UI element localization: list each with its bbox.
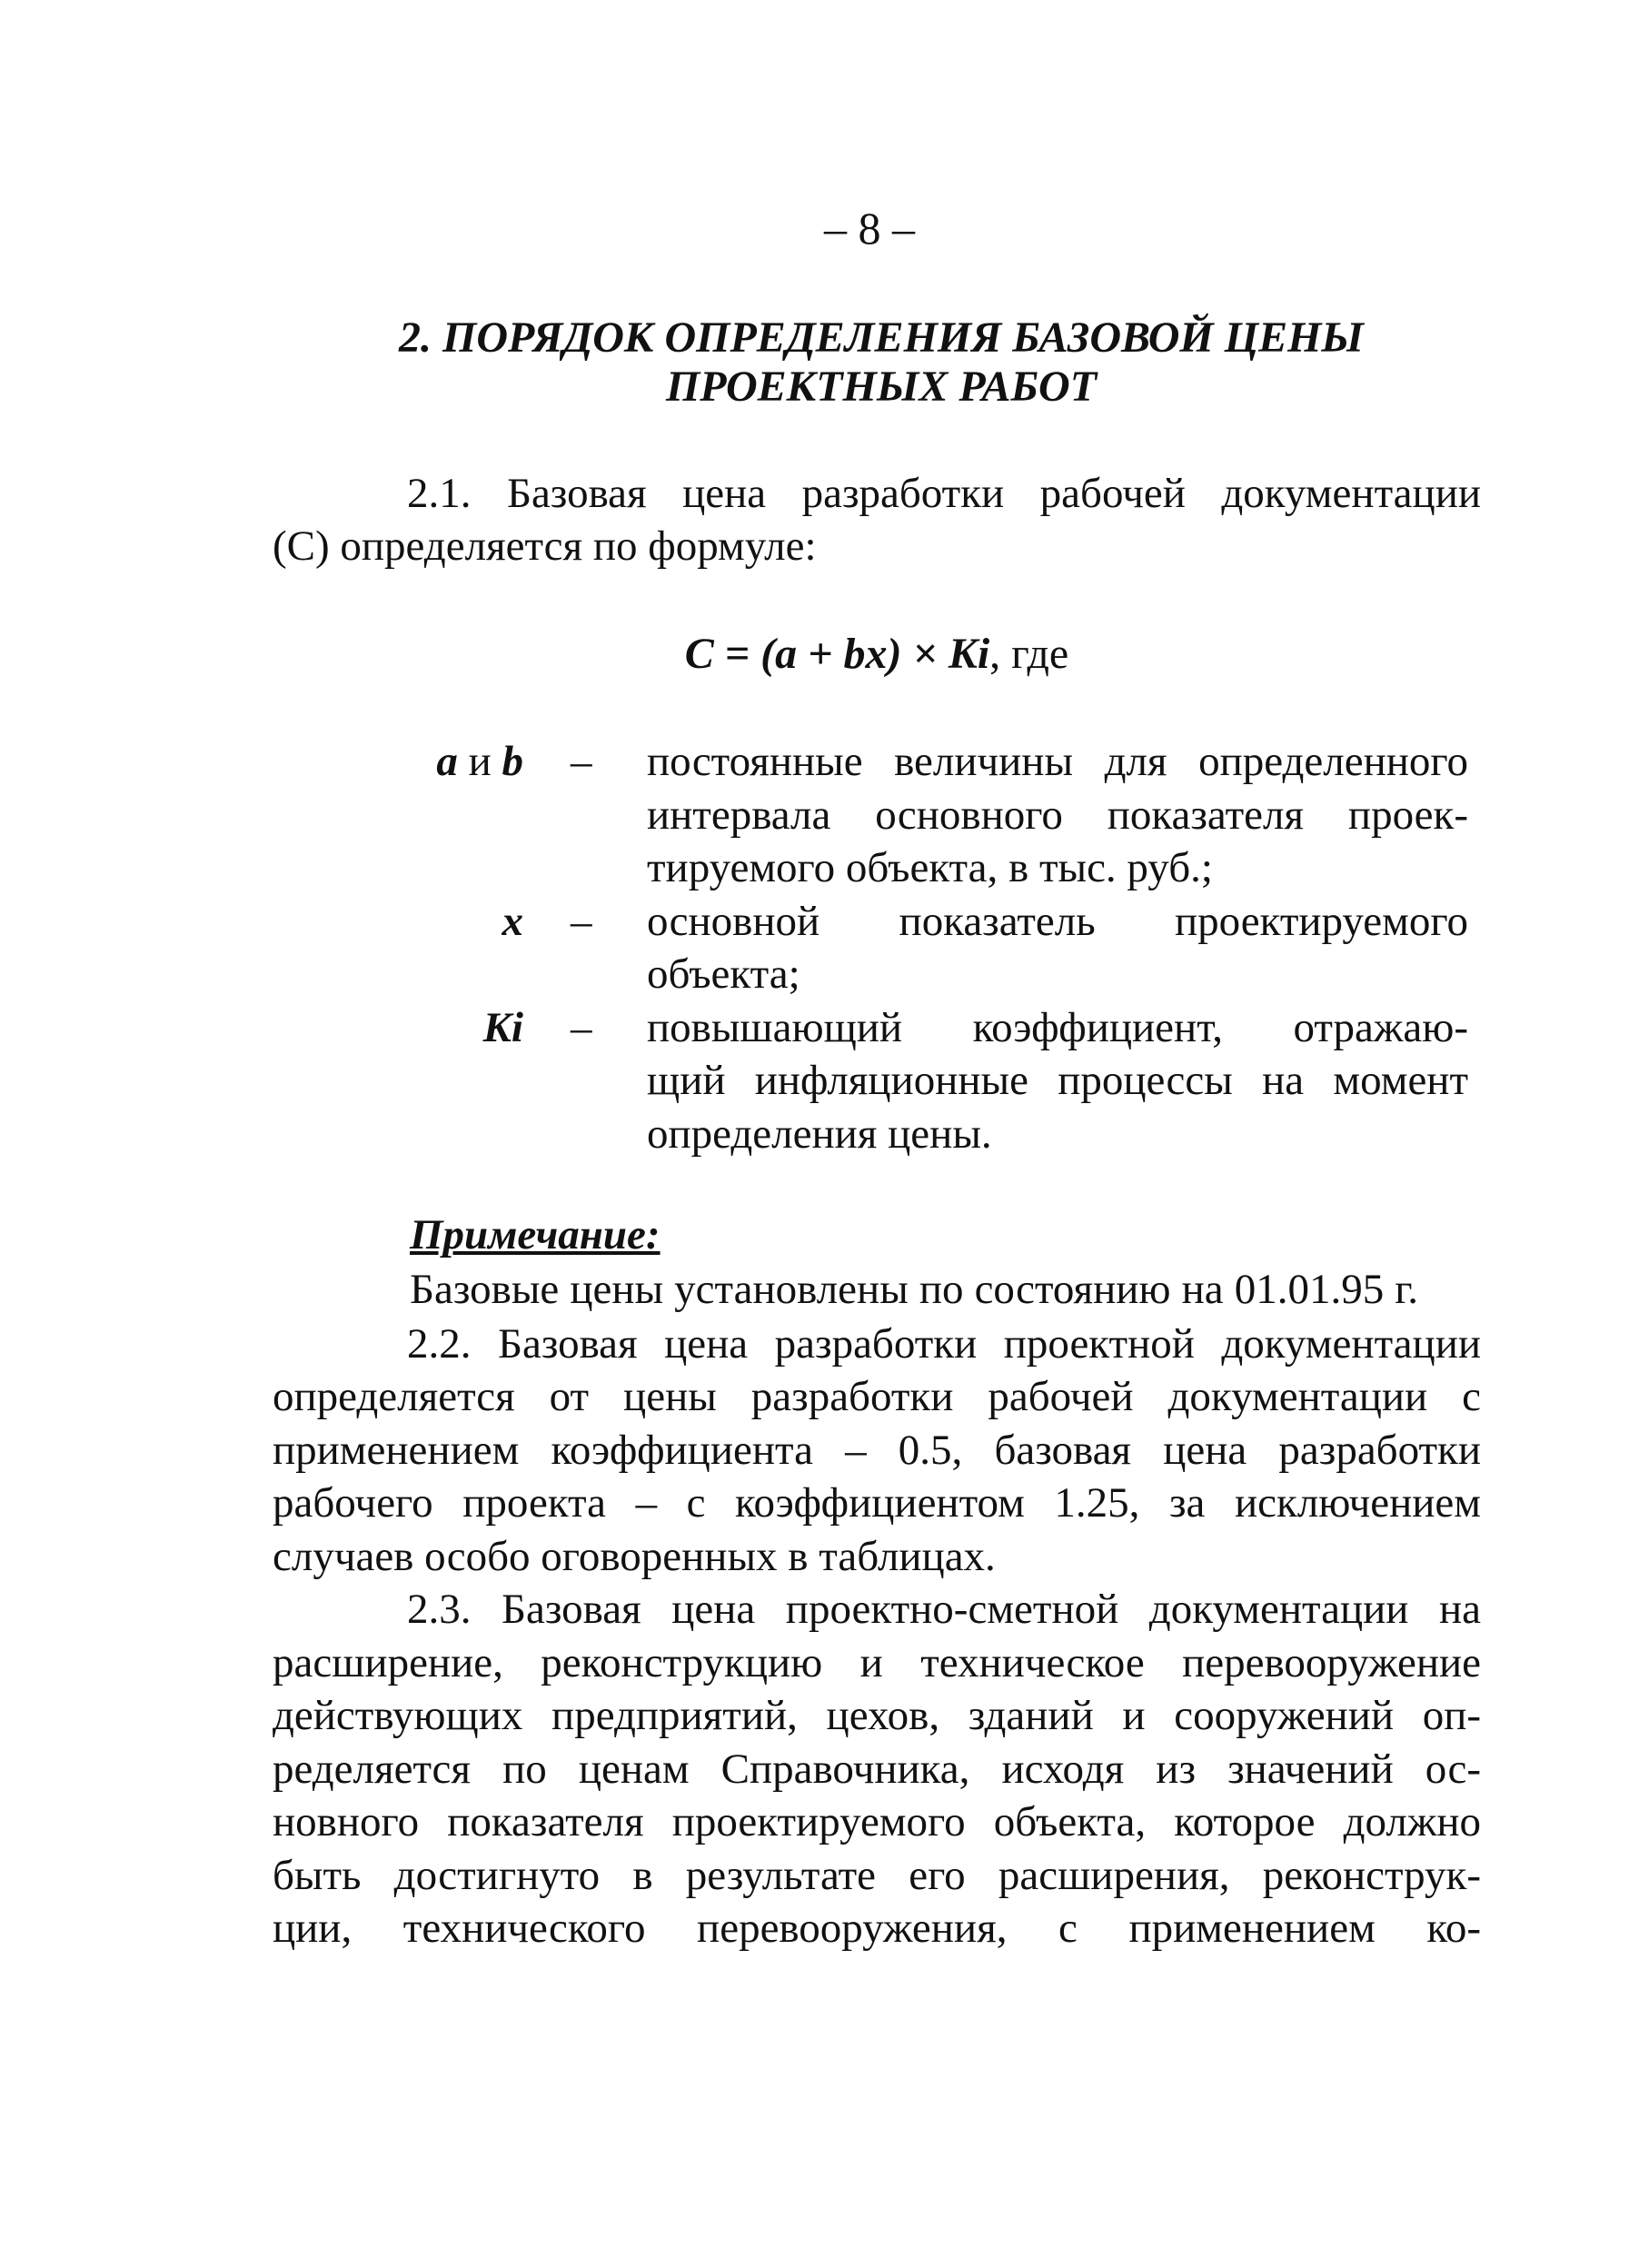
definition-line: повышающий коэффициент, отражаю- xyxy=(647,1004,1468,1051)
para-2-1-line: (С) определяется по формуле: xyxy=(273,522,817,570)
definition-line: объекта; xyxy=(647,950,800,998)
term-and: и xyxy=(468,738,492,785)
definition-term-ki: Ki xyxy=(482,1004,523,1051)
term-b: b xyxy=(502,738,523,785)
para-2-3-line: расширение, реконструкцию и техническое перевооружение xyxy=(273,1639,1481,1686)
term-a: a xyxy=(436,738,458,785)
para-2-1-line: 2.1. Базовая цена разработки рабочей документации xyxy=(407,470,1481,517)
definition-line: основной показатель проектируемого xyxy=(647,898,1468,945)
para-2-3-line: ции, технического перевооружения, с применением ко- xyxy=(273,1905,1481,1952)
para-2-3-line: ределяется по ценам Справочника, исходя из значений ос- xyxy=(273,1746,1481,1793)
section-heading xyxy=(345,313,1417,412)
para-2-2-line: применением коэффициента – 0.5, базовая цена разработки xyxy=(273,1427,1481,1474)
definition-dash: – xyxy=(571,1004,592,1051)
heading-line-1: 2. ПОРЯДОК ОПРЕДЕЛЕНИЯ БАЗОВОЙ ЦЕНЫ xyxy=(399,313,1364,362)
definition-term-a-b xyxy=(269,735,523,788)
para-2-3-line: новного показателя проектируемого объекта, которое должно xyxy=(273,1798,1481,1845)
definition-line: щий инфляционные процессы на момент xyxy=(647,1057,1468,1104)
formula-suffix: , где xyxy=(989,630,1069,678)
note-text: Базовые цены установлены по состоянию на 01.01.95 г. xyxy=(410,1266,1418,1313)
definition-line: постоянные величины для определенного xyxy=(647,738,1468,785)
definition-line: интервала основного показателя проек- xyxy=(647,791,1468,839)
definition-term-x: x xyxy=(502,898,523,945)
formula-expression: C = (a + bx) × Ki xyxy=(684,630,990,678)
para-2-2-line: 2.2. Базовая цена разработки проектной документации xyxy=(407,1320,1481,1368)
para-2-3-line: 2.3. Базовая цена проектно-сметной документации на xyxy=(407,1586,1481,1633)
definition-dash: – xyxy=(571,738,592,785)
para-2-2-line: определяется от цены разработки рабочей документации с xyxy=(273,1373,1481,1420)
para-2-3-line: быть достигнуто в результате его расширения, реконструк- xyxy=(273,1852,1481,1899)
page-number: – 8 – xyxy=(824,203,915,254)
para-2-2-line: рабочего проекта – с коэффициентом 1.25, за исключением xyxy=(273,1479,1481,1527)
definition-line: тируемого объекта, в тыс. руб.; xyxy=(647,844,1213,891)
heading-line-2: ПРОЕКТНЫХ РАБОТ xyxy=(665,363,1098,411)
formula xyxy=(0,629,1639,679)
note-title: Примечание: xyxy=(410,1211,661,1258)
definition-line: определения цены. xyxy=(647,1110,992,1158)
definition-dash: – xyxy=(571,898,592,945)
para-2-3-line: действующих предприятий, цехов, зданий и сооружений оп- xyxy=(273,1692,1481,1739)
para-2-2-line: случаев особо оговоренных в таблицах. xyxy=(273,1533,996,1580)
